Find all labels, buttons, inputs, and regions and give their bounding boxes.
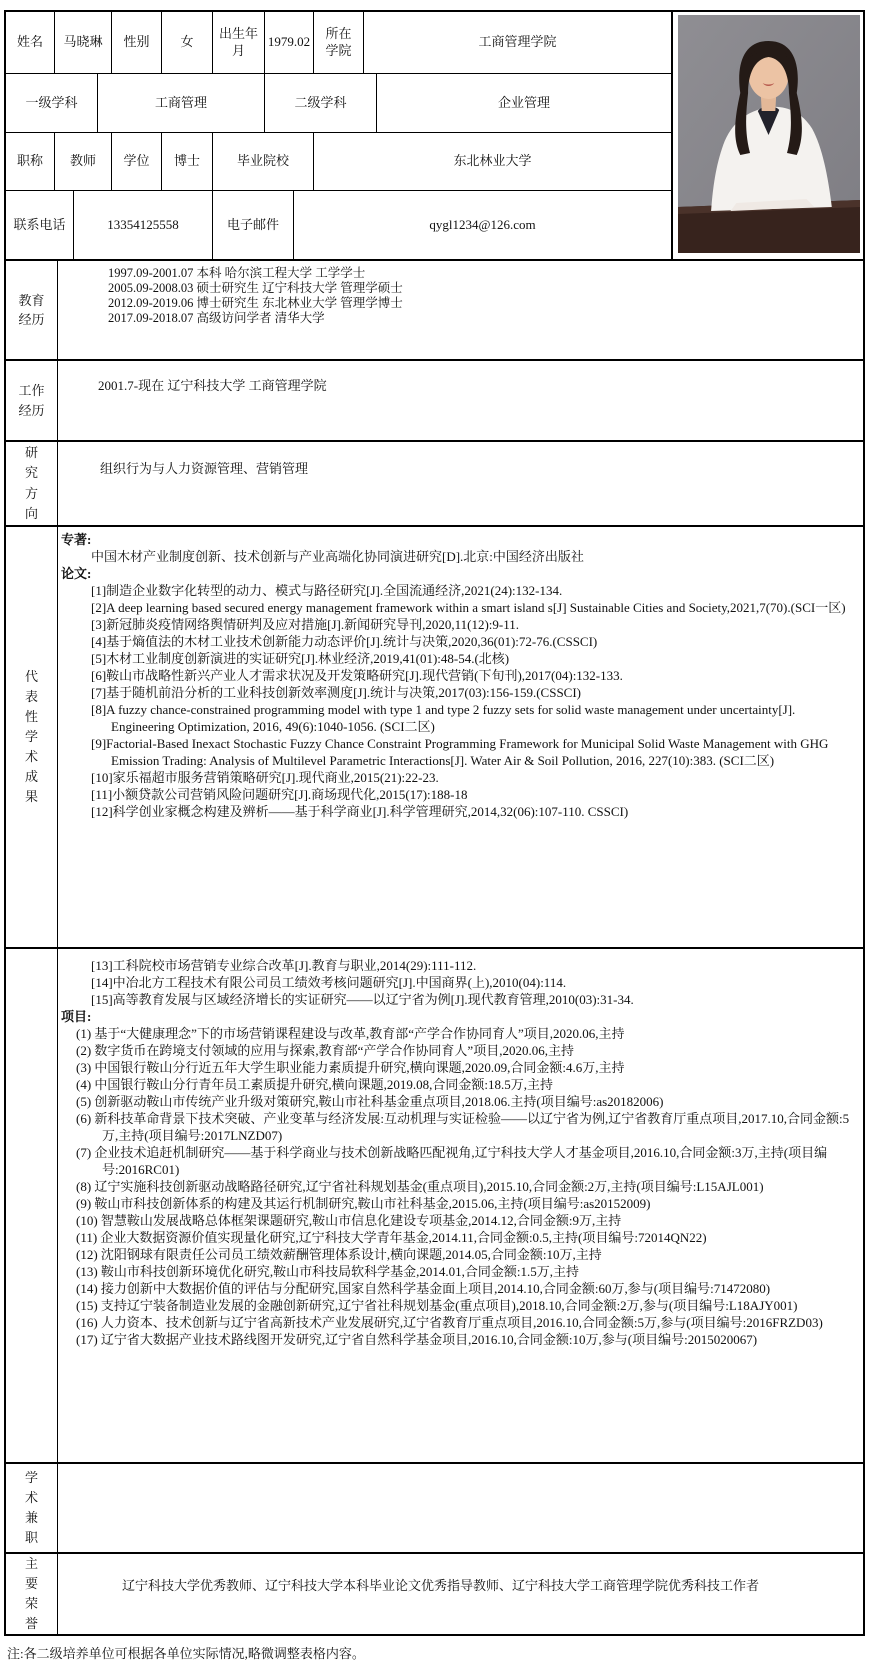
work-label: 工作经历 — [6, 361, 58, 440]
birth-value: 1979.02 — [265, 12, 314, 73]
paper-item: [2]A deep learning based secured energy management framework within a smart island s[J] Sustainable Cities and Society,2021,7(70).(SCI一区) — [91, 600, 846, 615]
work-content — [58, 361, 863, 440]
research-line: 组织行为与人力资源管理、营销管理 — [100, 461, 309, 476]
papers-cont-list — [61, 957, 857, 1008]
degree-label: 学位 — [112, 133, 162, 190]
honors-row — [6, 1552, 863, 1634]
header-row-contact — [6, 191, 672, 259]
education-content — [58, 261, 863, 359]
papers-heading: 论文: — [61, 566, 92, 581]
portrait-photo-graphic — [678, 15, 860, 253]
research-label: 研究方向 — [6, 442, 58, 525]
achievements-cont-row — [6, 947, 863, 1462]
project-item: (15) 支持辽宁装备制造业发展的金融创新研究,辽宁省社科规划基金(重点项目),2018.10,合同金额:2万,参与(项目编号:L18AJY001) — [76, 1298, 798, 1313]
discipline2-value: 企业管理 — [377, 74, 672, 132]
cv-form-table — [4, 10, 865, 1636]
college-label: 所在学院 — [314, 12, 364, 73]
project-item: (16) 人力资本、技术创新与辽宁省高新技术产业发展研究,辽宁省教育厅重点项目,2016.10,合同金额:5万,参与(项目编号:2016FRZD03) — [76, 1315, 823, 1330]
achievements-cont-label — [6, 949, 58, 1462]
achievements-label: 代表性学术成果 — [6, 527, 58, 947]
paper-item: [7]基于随机前沿分析的工业科技创新效率测度[J].统计与决策,2017(03):156-159.(CSSCI) — [91, 685, 582, 700]
school-label: 毕业院校 — [213, 133, 314, 190]
discipline1-label: 一级学科 — [6, 74, 98, 132]
project-item: (13) 鞍山市科技创新环境优化研究,鞍山市科技局软科学基金,2014.01,合同金额:1.5万,主持 — [76, 1264, 580, 1279]
papers-list — [61, 582, 857, 820]
email-label: 电子邮件 — [213, 191, 294, 259]
achievements-row — [6, 525, 863, 947]
paper-item: [5]木材工业制度创新演进的实证研究[J].林业经济,2019,41(01):48-54.(北核) — [91, 651, 510, 666]
paper-item: [4]基于熵值法的木材工业技术创新能力动态评价[J].统计与决策,2020,36(01):72-76.(CSSCI) — [91, 634, 598, 649]
achievements-cont-content — [58, 949, 863, 1462]
title-value: 教师 — [55, 133, 112, 190]
name-value: 马晓琳 — [55, 12, 112, 73]
project-item: (7) 企业技术追赶机制研究——基于科学商业与技术创新战略匹配视角,辽宁科技大学人才基金项目,2016.10,合同金额:3万,主持(项目编号:2016RC01) — [76, 1145, 828, 1177]
paper-item: [9]Factorial-Based Inexact Stochastic Fuzzy Chance Constraint Programming Framework for Municipal Solid Waste Management with GHG Emission Trading: Analysis of Multilevel Parametric Interactions[J]. Water Air & Soil Pollution, 2016, 227(10):383. (SCI二区) — [91, 736, 829, 768]
education-line: 2017.09-2018.07 高级访问学者 清华大学 — [108, 311, 325, 325]
header-block — [6, 12, 863, 259]
gender-label: 性别 — [112, 12, 162, 73]
project-item: (17) 辽宁省大数据产业技术路线图开发研究,辽宁省自然科学基金项目,2016.10,合同金额:10万,参与(项目编号:2015020067) — [76, 1332, 758, 1347]
projects-list — [61, 1025, 857, 1348]
discipline1-value: 工商管理 — [98, 74, 265, 132]
research-row — [6, 440, 863, 525]
paper-item: [11]小额贷款公司营销风险问题研究[J].商场现代化,2015(17):188-18 — [91, 787, 468, 802]
paper-item: [13]工科院校市场营销专业综合改革[J].教育与职业,2014(29):111-112. — [91, 958, 477, 973]
project-item: (1) 基于“大健康理念”下的市场营销课程建设与改革,教育部“产学合作协同育人”项目,2020.06,主持 — [76, 1026, 625, 1041]
education-line: 2012.09-2019.06 博士研究生 东北林业大学 管理学博士 — [108, 296, 403, 310]
academic-posts-content — [58, 1464, 863, 1552]
college-value: 工商管理学院 — [364, 12, 672, 73]
monograph-list — [61, 548, 857, 565]
footer-note: 注:各二级培养单位可根据各单位实际情况,略微调整表格内容。 — [7, 1646, 365, 1661]
education-line: 2005.09-2008.03 硕士研究生 辽宁科技大学 管理学硕士 — [108, 281, 403, 295]
work-line: 2001.7-现在 辽宁科技大学 工商管理学院 — [98, 378, 327, 393]
project-item: (12) 沈阳钢球有限责任公司员工绩效薪酬管理体系设计,横向课题,2014.05,合同金额:10万,主持 — [76, 1247, 602, 1262]
honors-content: 辽宁科技大学优秀教师、辽宁科技大学本科毕业论文优秀指导教师、辽宁科技大学工商管理学院优秀科技工作者 — [122, 1578, 760, 1593]
paper-item: [1]制造企业数字化转型的动力、模式与路径研究[J].全国流通经济,2021(24):132-134. — [91, 583, 563, 598]
monograph-line: 中国木材产业制度创新、技术创新与产业高端化协同演进研究[D].北京:中国经济出版社 — [91, 549, 584, 564]
portrait-photo — [678, 15, 860, 253]
phone-label: 联系电话 — [6, 191, 74, 259]
phone-value: 13354125558 — [74, 191, 213, 259]
education-row — [6, 259, 863, 359]
project-item: (3) 中国银行鞍山分行近五年大学生职业能力素质提升研究,横向课题,2020.09,合同金额:4.6万,主持 — [76, 1060, 625, 1075]
work-row — [6, 359, 863, 440]
honors-label: 主要荣誉 — [6, 1554, 58, 1634]
header-row-title — [6, 133, 672, 191]
photo-cell — [672, 12, 863, 259]
academic-posts-label: 学术兼职 — [6, 1464, 58, 1552]
project-item: (8) 辽宁实施科技创新驱动战略路径研究,辽宁省社科规划基金(重点项目),2015.10,合同金额:2万,主持(项目编号:L15AJL001) — [76, 1179, 764, 1194]
paper-item: [10]家乐福超市服务营销策略研究[J].现代商业,2015(21):22-23. — [91, 770, 439, 785]
project-item: (14) 接力创新中大数据价值的评估与分配研究,国家自然科学基金面上项目,2014.10,合同金额:60万,参与(项目编号:71472080) — [76, 1281, 771, 1296]
project-item: (5) 创新驱动鞍山市传统产业升级对策研究,鞍山市社科基金重点项目,2018.06.主持(项目编号:as20182006) — [76, 1094, 664, 1109]
header-row-discipline — [6, 74, 672, 133]
paper-item: [12]科学创业家概念构建及辨析——基于科学商业[J].科学管理研究,2014,32(06):107-110. CSSCI) — [91, 804, 629, 819]
project-item: (11) 企业大数据资源价值实现量化研究,辽宁科技大学青年基金,2014.11,合同金额:0.5,主持(项目编号:72014QN22) — [76, 1230, 707, 1245]
paper-item: [15]高等教育发展与区域经济增长的实证研究——以辽宁省为例[J].现代教育管理,2010(03):31-34. — [91, 992, 634, 1007]
degree-value: 博士 — [162, 133, 213, 190]
gender-value: 女 — [162, 12, 213, 73]
discipline2-label: 二级学科 — [265, 74, 377, 132]
project-item: (10) 智慧鞍山发展战略总体框架课题研究,鞍山市信息化建设专项基金,2014.12,合同金额:9万,主持 — [76, 1213, 622, 1228]
email-value: qygl1234@126.com — [294, 191, 672, 259]
project-item: (6) 新科技革命背景下技术突破、产业变革与经济发展:互动机理与实证检验——以辽宁省为例,辽宁省教育厅重点项目,2017.10,合同金额:5万,主持(项目编号:2017LNZD07) — [76, 1111, 850, 1143]
monograph-heading: 专著: — [61, 532, 92, 547]
project-item: (2) 数字货币在跨境支付领域的应用与探索,教育部“产学合作协同育人”项目,2020.06,主持 — [76, 1043, 574, 1058]
paper-item: [3]新冠肺炎疫情网络舆情研判及应对措施[J].新闻研究导刊,2020,11(12):9-11. — [91, 617, 520, 632]
projects-heading: 项目: — [61, 1009, 92, 1024]
header-row-basic — [6, 12, 672, 74]
school-value: 东北林业大学 — [314, 133, 672, 190]
project-item: (9) 鞍山市科技创新体系的构建及其运行机制研究,鞍山市社科基金,2015.06,主持(项目编号:as20152009) — [76, 1196, 651, 1211]
research-content — [58, 442, 863, 525]
academic-posts-row — [6, 1462, 863, 1552]
name-label: 姓名 — [6, 12, 55, 73]
achievements-content — [58, 527, 863, 947]
education-label: 教育经历 — [6, 261, 58, 359]
project-item: (4) 中国银行鞍山分行青年员工素质提升研究,横向课题,2019.08,合同金额:18.5万,主持 — [76, 1077, 554, 1092]
paper-item: [14]中冶北方工程技术有限公司员工绩效考核问题研究[J].中国商界(上),2010(04):114. — [91, 975, 567, 990]
paper-item: [6]鞍山市战略性新兴产业人才需求状况及开发策略研究[J].现代营销(下旬刊),2017(04):132-133. — [91, 668, 623, 683]
paper-item: [8]A fuzzy chance-constrained programming model with type 1 and type 2 fuzzy sets for solid waste management under uncertainty[J]. Engineering Optimization, 2016, 49(6):1040-1056. (SCI二区) — [91, 702, 796, 734]
header-form — [6, 12, 672, 259]
education-line: 1997.09-2001.07 本科 哈尔滨工程大学 工学学士 — [108, 266, 366, 280]
title-label: 职称 — [6, 133, 55, 190]
birth-label: 出生年月 — [213, 12, 265, 73]
